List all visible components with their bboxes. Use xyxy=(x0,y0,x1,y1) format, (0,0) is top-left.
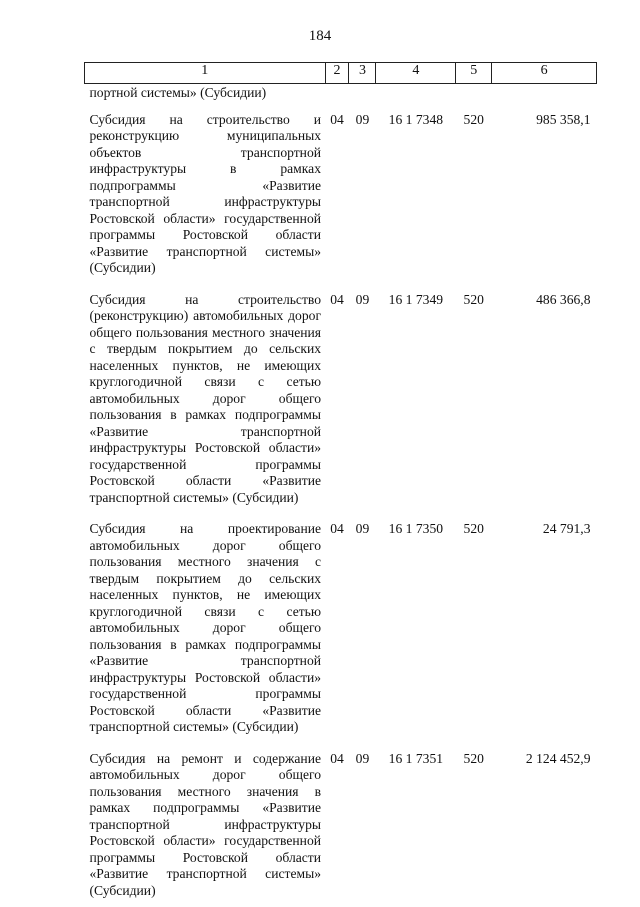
row-amount: 486 366,8 xyxy=(492,285,597,515)
row-target-code: 16 1 7348 xyxy=(376,105,456,285)
row-expense-type: 520 xyxy=(456,514,492,744)
header-col-1: 1 xyxy=(85,63,326,84)
table-row xyxy=(85,744,597,907)
row-section: 04 xyxy=(325,105,349,285)
row-section: 04 xyxy=(325,285,349,515)
budget-table xyxy=(84,62,597,907)
row-amount: 985 358,1 xyxy=(492,105,597,285)
row-subsection: 09 xyxy=(349,105,376,285)
row-amount: 24 791,3 xyxy=(492,514,597,744)
table-row xyxy=(85,514,597,744)
table-header xyxy=(85,63,597,84)
header-col-4: 4 xyxy=(376,63,456,84)
row-target-code: 16 1 7351 xyxy=(376,744,456,907)
row-expense-type: 520 xyxy=(456,285,492,515)
row-target-code: 16 1 7349 xyxy=(376,285,456,515)
continuation-row xyxy=(85,84,597,105)
row-description: Субсидия на ремонт и содержание автомобильных дорог общего пользования местного значения в рамках подпрограммы «Развитие транспортной инфраструктуры Ростовской области» государственной программы Ростовской области «Развитие транспортной системы» (Субсидии) xyxy=(85,744,326,907)
page-number: 184 xyxy=(0,28,640,45)
header-col-2: 2 xyxy=(325,63,349,84)
row-description: Субсидия на проектирование автомобильных дорог общего пользования местного значения с твердым покрытием до сельских населенных пунктов, не имеющих круглогодичной связи с сетью автомобильных дорог общего пользования в рамках подпрограммы «Развитие транспортной инфраструктуры Ростовской области» государственной программы Ростовской области «Развитие транспортной системы» (Субсидии) xyxy=(85,514,326,744)
header-col-3: 3 xyxy=(349,63,376,84)
row-expense-type: 520 xyxy=(456,105,492,285)
row-subsection: 09 xyxy=(349,285,376,515)
row-section: 04 xyxy=(325,514,349,744)
continuation-text: портной системы» (Субсидии) xyxy=(85,84,326,105)
row-subsection: 09 xyxy=(349,514,376,744)
row-subsection: 09 xyxy=(349,744,376,907)
table-row xyxy=(85,285,597,515)
table-row xyxy=(85,105,597,285)
row-amount: 2 124 452,9 xyxy=(492,744,597,907)
row-description: Субсидия на строительство (реконструкцию) автомобильных дорог общего пользования местного значения с твердым покрытием до сельских населенных пунктов, не имеющих круглогодичной связи с сетью автомобильных дорог общего пользования в рамках подпрограммы «Развитие транспортной инфраструктуры Ростовской области» государственной программы Ростовской области «Развитие транспортной системы» (Субсидии) xyxy=(85,285,326,515)
row-target-code: 16 1 7350 xyxy=(376,514,456,744)
header-col-5: 5 xyxy=(456,63,492,84)
header-col-6: 6 xyxy=(492,63,597,84)
row-expense-type: 520 xyxy=(456,744,492,907)
row-section: 04 xyxy=(325,744,349,907)
row-description: Субсидия на строительство и реконструкцию муниципальных объектов транспортной инфраструктуры в рамках подпрограммы «Развитие транспортной инфраструктуры Ростовской области» государственной программы Ростовской области «Развитие транспортной системы» (Субсидии) xyxy=(85,105,326,285)
